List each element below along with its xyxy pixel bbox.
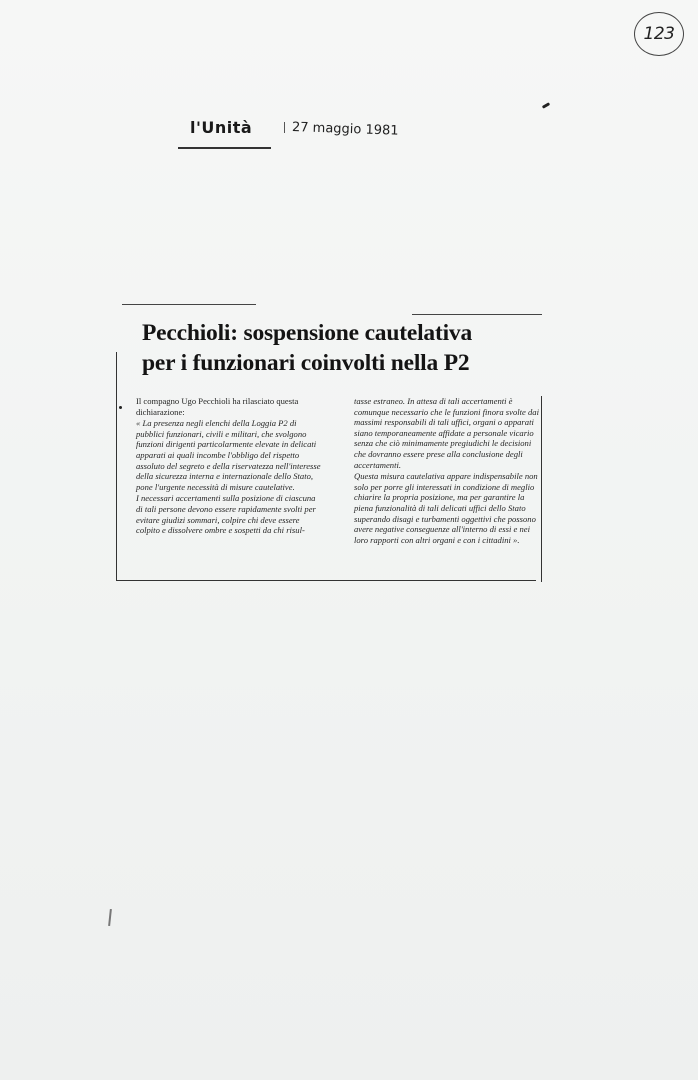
clip-border-bottom — [116, 580, 536, 581]
masthead-underline — [178, 147, 271, 149]
article-headline — [142, 318, 542, 378]
article-column-left — [136, 396, 322, 537]
page-number-stamp — [634, 12, 684, 56]
headline-line-1: Pecchioli: sospensione cautelativa — [142, 320, 473, 346]
margin-dot — [119, 406, 122, 409]
clip-border-top-left — [122, 304, 256, 305]
headline-line-2: per i funzionari coinvolti nella P2 — [142, 350, 470, 376]
left-paragraph-checks: I necessari accertamenti sulla posizione di ciascuna di tali persone devono essere rapidamente svolti per evitare giudizi sommari, colpire chi deve essere colpito e dissolvere ombre e sospetti da chi risul- — [136, 493, 316, 536]
newspaper-clipping — [116, 304, 542, 592]
stray-pencil-mark — [108, 909, 112, 926]
masthead-separator — [284, 122, 285, 133]
page-number-text: 123 — [643, 24, 675, 44]
clip-border-right — [541, 396, 542, 582]
left-paragraph-intro: Il compagno Ugo Pecchioli ha rilasciato questa dichiarazione: — [136, 396, 299, 417]
newspaper-masthead: l'Unità — [190, 118, 253, 137]
clip-border-left — [116, 352, 117, 580]
left-paragraph-quote: « La presenza negli elenchi della Loggia P2 di pubblici funzionari, civili e militari, che svolgono funzioni dirigenti particolarmente elevate in delicati apparati ai quali incombe l'obbligo del rispetto assoluto del segreto e della riservatezza nell'interesse della sicurezza interna e internazionale dello Stato, pone l'urgente necessità di misure cautelative. — [136, 418, 321, 492]
article-column-right — [354, 396, 540, 546]
publication-date: 27 maggio 1981 — [291, 120, 399, 139]
right-paragraph-continuation: tasse estraneo. In attesa di tali accertamenti è comunque necessario che le funzioni finora svolte dai massimi responsabili di tali uffici, organi o apparati siano temporaneamente affidate a personale vicario senza che ciò minimamente pregiudichi le decisioni che dovranno essere prese alla conclusione degli accertamenti. — [354, 396, 539, 470]
pen-tick-mark — [542, 102, 550, 109]
right-paragraph-measure: Questa misura cautelativa appare indispensabile non solo per porre gli interessati in condizione di meglio chiarire la propria posizione, ma per garantire la piena funzionalità di tali delicati uffici dello Stato superando disagi e turbamenti oggettivi che possono avere negative conseguenze all'interno di essi e nei loro rapporti con altri organi e con i cittadini ». — [354, 471, 538, 545]
clip-border-top-right — [412, 314, 542, 315]
